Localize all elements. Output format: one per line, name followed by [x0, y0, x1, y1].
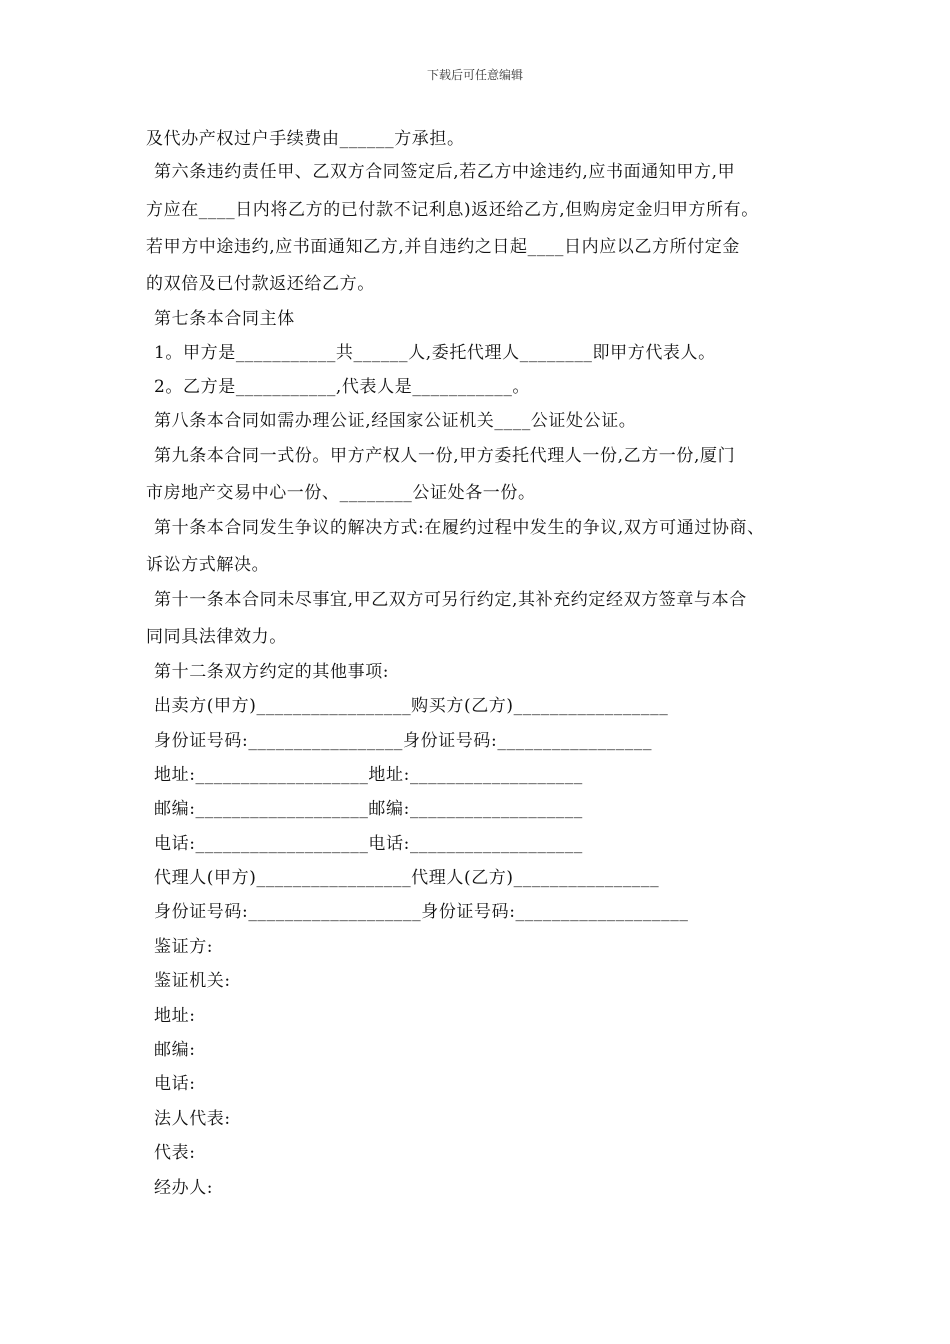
text-line-4: 若甲方中途违约,应书面通知乙方,并自违约之日起____日内应以乙方所付定金	[146, 237, 741, 257]
text-line-9: 第八条本合同如需办理公证,经国家公证机关____公证处公证。	[154, 411, 637, 431]
text-line-2: 第六条违约责任甲、乙双方合同签定后,若乙方中途违约,应书面通知甲方,甲	[154, 162, 736, 182]
text-line-8: 2。乙方是___________,代表人是___________。	[154, 377, 531, 397]
text-line-18: 身份证号码:_________________身份证号码:_________________	[154, 731, 653, 751]
text-line-20: 邮编:___________________邮编:___________________	[154, 799, 583, 819]
text-line-13: 诉讼方式解决。	[146, 555, 270, 575]
text-line-21: 电话:___________________电话:___________________	[154, 834, 583, 854]
text-line-19: 地址:___________________地址:___________________	[154, 765, 583, 785]
text-line-29: 法人代表:	[154, 1109, 231, 1129]
text-line-1: 及代办产权过户手续费由______方承担。	[146, 129, 465, 149]
text-line-15: 同同具法律效力。	[146, 627, 287, 647]
text-line-11: 市房地产交易中心一份、________公证处各一份。	[146, 483, 536, 503]
text-line-22: 代理人(甲方)_________________代理人(乙方)________________	[154, 868, 660, 888]
text-line-6: 第七条本合同主体	[154, 309, 295, 329]
text-line-10: 第九条本合同一式份。甲方产权人一份,甲方委托代理人一份,乙方一份,厦门	[154, 446, 736, 466]
text-line-31: 经办人:	[154, 1178, 214, 1198]
text-line-27: 邮编:	[154, 1040, 196, 1060]
text-line-3: 方应在____日内将乙方的已付款不记利息)返还给乙方,但购房定金归甲方所有。	[146, 200, 759, 220]
text-line-25: 鉴证机关:	[154, 971, 231, 991]
text-line-7: 1。甲方是___________共______人,委托代理人________即甲方代表人。	[154, 343, 716, 363]
text-line-23: 身份证号码:___________________身份证号码:___________________	[154, 902, 689, 922]
text-line-30: 代表:	[154, 1143, 196, 1163]
text-line-17: 出卖方(甲方)_________________购买方(乙方)_________________	[154, 696, 669, 716]
text-line-5: 的双倍及已付款返还给乙方。	[146, 274, 375, 294]
text-line-28: 电话:	[154, 1074, 196, 1094]
text-line-14: 第十一条本合同未尽事宜,甲乙双方可另行约定,其补充约定经双方签章与本合	[154, 590, 747, 610]
text-line-12: 第十条本合同发生争议的解决方式:在履约过程中发生的争议,双方可通过协商、	[154, 518, 765, 538]
text-line-24: 鉴证方:	[154, 937, 214, 957]
text-line-26: 地址:	[154, 1006, 196, 1026]
page-header: 下载后可任意编辑	[426, 68, 523, 82]
text-line-16: 第十二条双方约定的其他事项:	[154, 662, 390, 682]
